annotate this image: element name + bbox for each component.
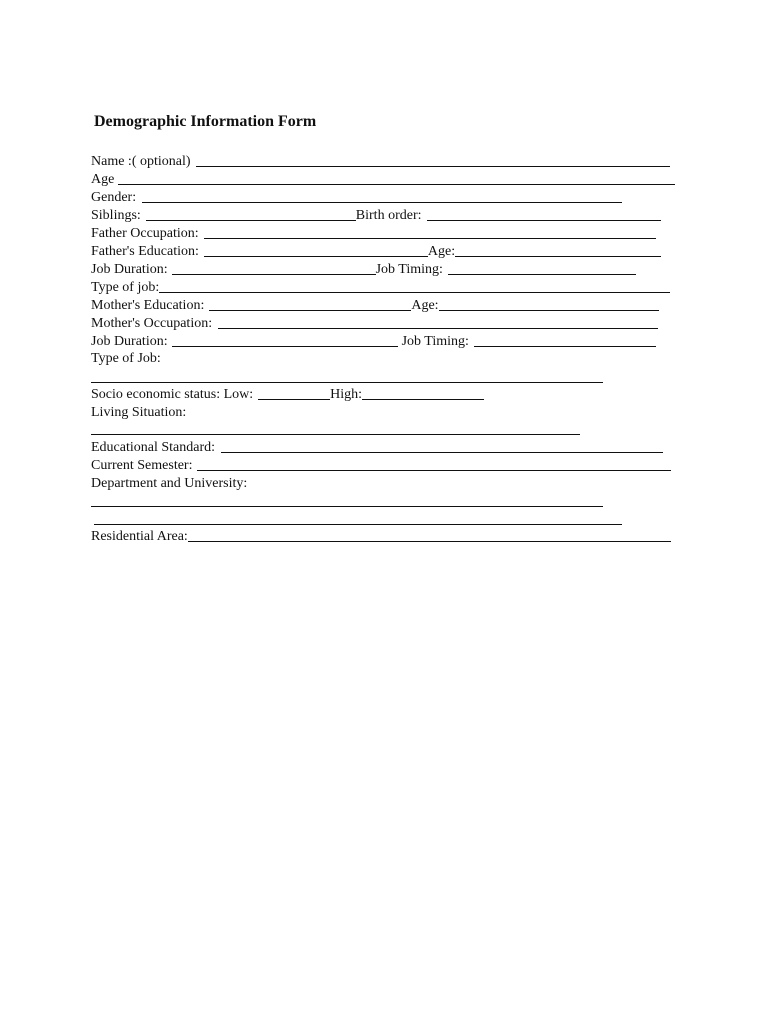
- department-field-line-1[interactable]: [91, 506, 603, 507]
- job-timing-field-1[interactable]: [448, 261, 636, 275]
- educational-standard-row: [91, 438, 663, 456]
- current-semester-label: Current Semester:: [91, 458, 193, 473]
- siblings-field[interactable]: [146, 207, 356, 221]
- siblings-label: Siblings:: [91, 208, 141, 223]
- residential-area-field[interactable]: [188, 528, 671, 542]
- educational-standard-field[interactable]: [221, 439, 663, 453]
- job-duration-row-1: [91, 260, 636, 278]
- gender-label: Gender:: [91, 190, 137, 205]
- mother-education-row: [91, 296, 659, 314]
- socio-economic-label: Socio economic status: Low:: [91, 387, 254, 402]
- father-occupation-field[interactable]: [204, 225, 656, 239]
- mother-occupation-row: [91, 314, 658, 332]
- age-field[interactable]: [118, 171, 675, 185]
- socio-economic-low-field[interactable]: [258, 386, 330, 400]
- department-row: [91, 474, 247, 492]
- job-duration-label-2: Job Duration:: [91, 334, 168, 349]
- type-of-job-label-2: Type of Job:: [91, 351, 161, 366]
- name-label: Name :( optional): [91, 154, 191, 169]
- mother-education-field[interactable]: [209, 297, 411, 311]
- mother-occupation-label: Mother's Occupation:: [91, 316, 213, 331]
- current-semester-row: [91, 456, 671, 474]
- residential-area-label: Residential Area:: [91, 529, 188, 544]
- living-situation-row: [91, 403, 186, 421]
- mother-age-label: Age:: [411, 298, 439, 313]
- job-timing-label-1: Job Timing:: [375, 262, 443, 277]
- mother-education-label: Mother's Education:: [91, 298, 205, 313]
- mother-occupation-field[interactable]: [218, 315, 658, 329]
- form-title: Demographic Information Form: [94, 113, 317, 130]
- job-duration-field-2[interactable]: [172, 333, 398, 347]
- socio-economic-row: [91, 385, 484, 403]
- birth-order-field[interactable]: [427, 207, 661, 221]
- father-education-field[interactable]: [204, 243, 428, 257]
- job-duration-row-2: [91, 332, 656, 350]
- job-timing-label-2: Job Timing:: [401, 334, 469, 349]
- father-occupation-label: Father Occupation:: [91, 226, 199, 241]
- father-education-label: Father's Education:: [91, 244, 199, 259]
- residential-area-row: [91, 527, 671, 545]
- high-label: High:: [330, 387, 363, 402]
- living-situation-label: Living Situation:: [91, 405, 187, 420]
- current-semester-field[interactable]: [197, 457, 671, 471]
- gender-field[interactable]: [142, 189, 622, 203]
- siblings-row: [91, 206, 661, 224]
- educational-standard-label: Educational Standard:: [91, 440, 216, 455]
- type-of-job-row-2: [91, 349, 161, 367]
- type-of-job-row-1: [91, 278, 670, 296]
- type-of-job-label-1: Type of job:: [91, 280, 160, 295]
- name-field[interactable]: [196, 153, 670, 167]
- mother-age-field[interactable]: [439, 297, 659, 311]
- job-duration-field-1[interactable]: [172, 261, 376, 275]
- department-label: Department and University:: [91, 476, 248, 491]
- type-of-job-field-1[interactable]: [159, 279, 670, 293]
- birth-order-label: Birth order:: [355, 208, 422, 223]
- job-timing-field-2[interactable]: [474, 333, 656, 347]
- department-field-line-2[interactable]: [94, 524, 622, 525]
- age-row: [91, 170, 675, 188]
- living-situation-field[interactable]: [91, 434, 580, 435]
- age-label: Age: [91, 172, 115, 187]
- father-occupation-row: [91, 224, 656, 242]
- type-of-job-field-2[interactable]: [91, 382, 603, 383]
- gender-row: [91, 188, 622, 206]
- father-education-row: [91, 242, 661, 260]
- job-duration-label-1: Job Duration:: [91, 262, 168, 277]
- name-row: [91, 152, 670, 170]
- socio-economic-high-field[interactable]: [362, 386, 484, 400]
- father-age-field[interactable]: [455, 243, 661, 257]
- father-age-label: Age:: [427, 244, 456, 259]
